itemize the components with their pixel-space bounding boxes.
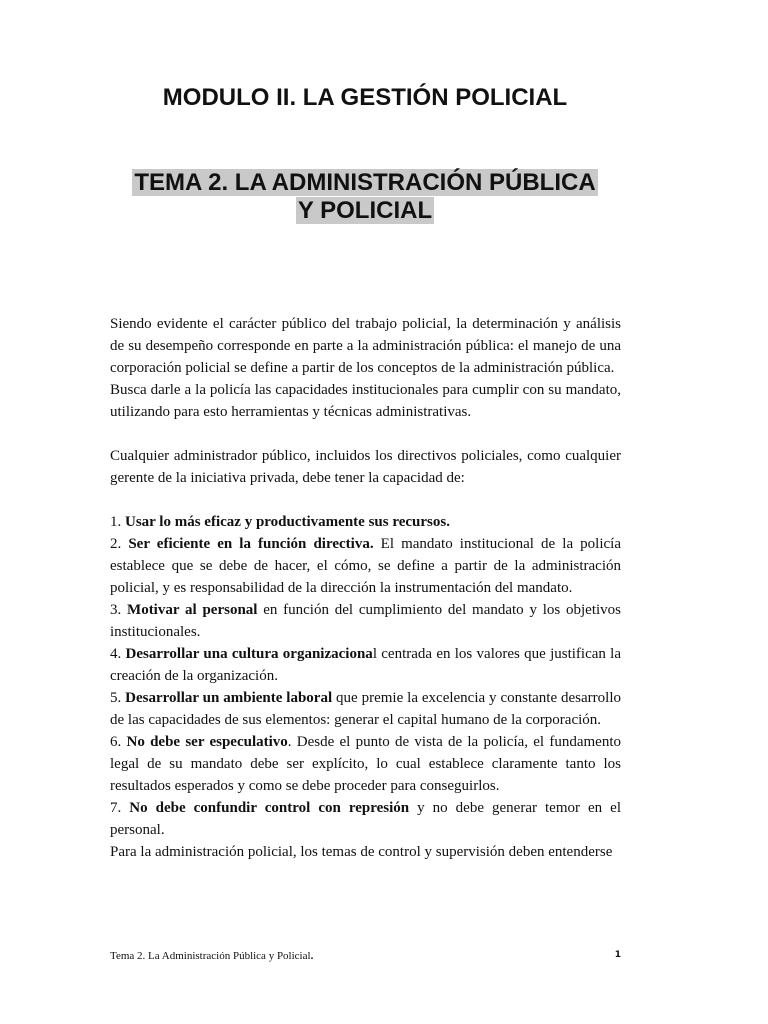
list-item-6: 6. No debe ser especulativo. Desde el punto de vista de la policía, el fundamento legal de su mandato debe ser explícito, lo cual establece claramente tanto los resultados esperados y como se debe proceder para conseguirlos. (110, 734, 621, 794)
module-title: MODULO II. LA GESTIÓN POLICIAL (162, 84, 568, 111)
tema-title (0, 169, 730, 225)
tema-title-line1: TEMA 2. LA ADMINISTRACIÓN PÚBLICA (134, 169, 596, 196)
list-item-7: 7. No debe confundir control con represión y no debe generar temor en el personal. (110, 800, 622, 838)
list-item-3: 3. Motivar al personal en función del cumplimiento del mandato y los objetivos institucionales. (110, 602, 621, 640)
tema-title-line2: Y POLICIAL (297, 197, 433, 224)
document-body (110, 313, 621, 863)
closing-paragraph: Para la administración policial, los temas de control y supervisión deben entenderse (110, 844, 613, 860)
footer-text: Tema 2. La Administración Pública y Policial. (110, 950, 314, 962)
list-item-1: 1. Usar lo más eficaz y productivamente sus recursos. (110, 514, 450, 530)
intro-paragraph-2: Busca darle a la policía las capacidades institucionales para cumplir con su mandato, utilizando para esto herramientas y técnicas administrativas. (110, 382, 621, 420)
list-item-5: 5. Desarrollar un ambiente laboral que premie la excelencia y constante desarrollo de las capacidades de sus elementos: generar el capital humano de la corporación. (110, 690, 621, 728)
list-item-2: 2. Ser eficiente en la función directiva. El mandato institucional de la policía establece que se debe de hacer, el cómo, se define a partir de la administración policial, y es responsabilidad de la dirección la instrumentación del mandato. (110, 536, 622, 596)
page-footer (110, 950, 621, 962)
page-number: 1 (614, 950, 621, 960)
list-item-4: 4. Desarrollar una cultura organizacional centrada en los valores que justifican la creación de la organización. (110, 646, 622, 684)
capacity-intro: Cualquier administrador público, incluidos los directivos policiales, como cualquier gerente de la iniciativa privada, debe tener la capacidad de: (110, 448, 621, 486)
intro-paragraph: Siendo evidente el carácter público del trabajo policial, la determinación y análisis de su desempeño corresponde en parte a la administración pública: el manejo de una corporación policial se define a partir de los conceptos de la administración pública. (110, 316, 621, 376)
